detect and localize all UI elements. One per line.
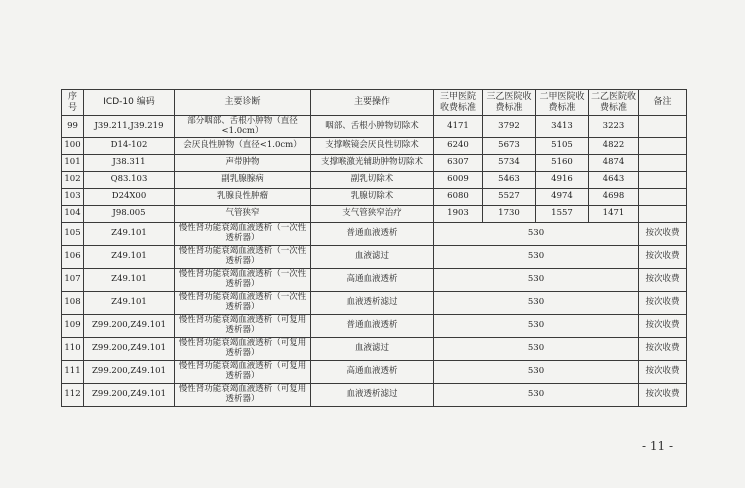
cell-seq: 107	[62, 269, 84, 292]
cell-seq: 105	[62, 223, 84, 246]
cell-tier2b-fee: 1471	[589, 206, 639, 223]
table-row	[62, 246, 687, 269]
cell-note	[639, 206, 687, 223]
cell-note: 按次收费	[639, 338, 687, 361]
table-row	[62, 172, 687, 189]
cell-tier3a-fee: 6080	[434, 189, 483, 206]
cell-tier2a-fee: 4974	[536, 189, 589, 206]
cell-diagnosis: 慢性肾功能衰竭血液透析（一次性透析器）	[175, 269, 311, 292]
cell-tier2b-fee: 3223	[589, 116, 639, 138]
table-row	[62, 315, 687, 338]
header-diagnosis: 主要诊断	[175, 90, 311, 116]
cell-note	[639, 138, 687, 155]
cell-operation: 副乳切除术	[311, 172, 434, 189]
cell-note: 按次收费	[639, 384, 687, 407]
header-tier3a-fee: 三甲医院收费标准	[434, 90, 483, 116]
cell-icd: Z99.200,Z49.101	[84, 384, 175, 407]
header-tier3b-fee: 三乙医院收费标准	[483, 90, 536, 116]
cell-operation: 高通血液透析	[311, 269, 434, 292]
cell-diagnosis: 副乳腺腺病	[175, 172, 311, 189]
cell-note	[639, 116, 687, 138]
cell-icd: D14-102	[84, 138, 175, 155]
cell-tier3b-fee: 5527	[483, 189, 536, 206]
cell-tier3b-fee: 5734	[483, 155, 536, 172]
cell-operation: 支气管狭窄治疗	[311, 206, 434, 223]
cell-diagnosis: 慢性肾功能衰竭血液透析（可复用透析器）	[175, 338, 311, 361]
cell-operation: 咽部、舌根小肿物切除术	[311, 116, 434, 138]
cell-icd: J38.311	[84, 155, 175, 172]
cell-operation: 血液滤过	[311, 338, 434, 361]
cell-operation: 支撑喉镜会厌良性切除术	[311, 138, 434, 155]
cell-tier3b-fee: 5463	[483, 172, 536, 189]
table-row	[62, 138, 687, 155]
cell-seq: 106	[62, 246, 84, 269]
cell-seq: 101	[62, 155, 84, 172]
cell-tier2b-fee: 4698	[589, 189, 639, 206]
cell-tier3a-fee: 6009	[434, 172, 483, 189]
cell-unified-fee: 530	[434, 361, 639, 384]
cell-seq: 112	[62, 384, 84, 407]
cell-diagnosis: 声带肿物	[175, 155, 311, 172]
cell-seq: 100	[62, 138, 84, 155]
cell-unified-fee: 530	[434, 246, 639, 269]
cell-unified-fee: 530	[434, 384, 639, 407]
cell-note	[639, 189, 687, 206]
cell-diagnosis: 慢性肾功能衰竭血液透析（可复用透析器）	[175, 384, 311, 407]
cell-operation: 普通血液透析	[311, 315, 434, 338]
cell-diagnosis: 慢性肾功能衰竭血液透析（一次性透析器）	[175, 292, 311, 315]
cell-seq: 110	[62, 338, 84, 361]
cell-tier2a-fee: 5160	[536, 155, 589, 172]
cell-icd: J39.211,J39.219	[84, 116, 175, 138]
header-tier2b-fee: 二乙医院收费标准	[589, 90, 639, 116]
cell-seq: 104	[62, 206, 84, 223]
header-operation: 主要操作	[311, 90, 434, 116]
cell-diagnosis: 慢性肾功能衰竭血液透析（一次性透析器）	[175, 246, 311, 269]
cell-diagnosis: 乳腺良性肿瘤	[175, 189, 311, 206]
table-row	[62, 292, 687, 315]
cell-tier3b-fee: 1730	[483, 206, 536, 223]
cell-seq: 111	[62, 361, 84, 384]
cell-unified-fee: 530	[434, 292, 639, 315]
cell-icd: Z99.200,Z49.101	[84, 361, 175, 384]
cell-diagnosis: 气管狭窄	[175, 206, 311, 223]
cell-note: 按次收费	[639, 361, 687, 384]
cell-icd: Q83.103	[84, 172, 175, 189]
cell-icd: Z99.200,Z49.101	[84, 338, 175, 361]
cell-operation: 血液透析滤过	[311, 384, 434, 407]
cell-icd: D24X00	[84, 189, 175, 206]
fee-standard-table	[61, 89, 687, 407]
cell-tier2a-fee: 1557	[536, 206, 589, 223]
cell-seq: 108	[62, 292, 84, 315]
cell-tier2b-fee: 4874	[589, 155, 639, 172]
table-row	[62, 206, 687, 223]
cell-unified-fee: 530	[434, 269, 639, 292]
cell-icd: Z49.101	[84, 223, 175, 246]
table-row	[62, 269, 687, 292]
cell-icd: Z49.101	[84, 246, 175, 269]
cell-note: 按次收费	[639, 315, 687, 338]
cell-unified-fee: 530	[434, 338, 639, 361]
cell-note: 按次收费	[639, 269, 687, 292]
cell-tier2a-fee: 5105	[536, 138, 589, 155]
cell-seq: 103	[62, 189, 84, 206]
table-row	[62, 338, 687, 361]
table-row	[62, 116, 687, 138]
page-number: - 11 -	[642, 439, 674, 453]
cell-diagnosis: 慢性肾功能衰竭血液透析（可复用透析器）	[175, 315, 311, 338]
cell-icd: Z99.200,Z49.101	[84, 315, 175, 338]
cell-operation: 支撑喉激光辅助肿物切除术	[311, 155, 434, 172]
cell-diagnosis: 部分咽部、舌根小肿物（直径<1.0cm）	[175, 116, 311, 138]
cell-tier2a-fee: 3413	[536, 116, 589, 138]
cell-operation: 高通血液透析	[311, 361, 434, 384]
cell-unified-fee: 530	[434, 223, 639, 246]
cell-operation: 乳腺切除术	[311, 189, 434, 206]
cell-seq: 99	[62, 116, 84, 138]
cell-diagnosis: 慢性肾功能衰竭血液透析（一次性透析器）	[175, 223, 311, 246]
header-row	[62, 90, 687, 116]
cell-diagnosis: 会厌良性肿物（直径<1.0cm）	[175, 138, 311, 155]
cell-seq: 109	[62, 315, 84, 338]
table-row	[62, 384, 687, 407]
cell-note: 按次收费	[639, 292, 687, 315]
cell-unified-fee: 530	[434, 315, 639, 338]
cell-note: 按次收费	[639, 246, 687, 269]
cell-operation: 血液透析滤过	[311, 292, 434, 315]
cell-tier3a-fee: 1903	[434, 206, 483, 223]
cell-icd: Z49.101	[84, 292, 175, 315]
header-note: 备注	[639, 90, 687, 116]
header-tier2a-fee: 二甲医院收费标准	[536, 90, 589, 116]
cell-tier2b-fee: 4822	[589, 138, 639, 155]
cell-icd: J98.005	[84, 206, 175, 223]
table-row	[62, 155, 687, 172]
cell-note	[639, 172, 687, 189]
cell-tier2b-fee: 4643	[589, 172, 639, 189]
table-body	[62, 116, 687, 407]
cell-tier3b-fee: 3792	[483, 116, 536, 138]
cell-operation: 血液滤过	[311, 246, 434, 269]
header-seq: 序号	[62, 90, 84, 116]
table-row	[62, 361, 687, 384]
cell-diagnosis: 慢性肾功能衰竭血液透析（可复用透析器）	[175, 361, 311, 384]
header-icd: ICD-10 编码	[84, 90, 175, 116]
cell-tier2a-fee: 4916	[536, 172, 589, 189]
cell-icd: Z49.101	[84, 269, 175, 292]
cell-tier3a-fee: 6240	[434, 138, 483, 155]
cell-note: 按次收费	[639, 223, 687, 246]
cell-tier3a-fee: 6307	[434, 155, 483, 172]
cell-seq: 102	[62, 172, 84, 189]
cell-tier3b-fee: 5673	[483, 138, 536, 155]
table-row	[62, 223, 687, 246]
cell-note	[639, 155, 687, 172]
table-row	[62, 189, 687, 206]
cell-operation: 普通血液透析	[311, 223, 434, 246]
cell-tier3a-fee: 4171	[434, 116, 483, 138]
